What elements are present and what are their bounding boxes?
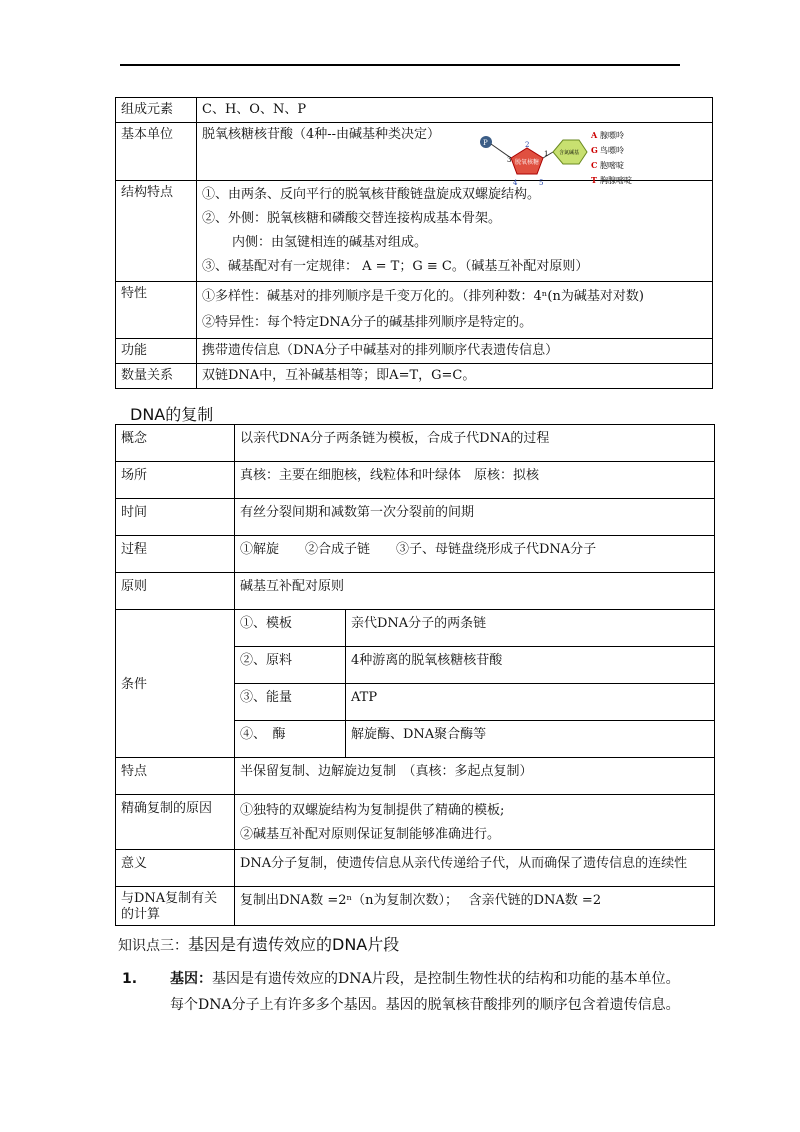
row-value: C、H、O、N、P	[197, 98, 713, 123]
table-row: ③、能量 ATP	[116, 684, 715, 721]
svg-text:4: 4	[513, 179, 518, 187]
section-title: DNA的复制	[130, 405, 214, 424]
table-row: 原则 碱基互补配对原则	[116, 573, 715, 610]
svg-text:C: C	[591, 160, 598, 170]
nucleotide-diagram	[477, 128, 687, 190]
row-key: 功能	[116, 339, 197, 364]
table-row: ②、原料 4种游离的脱氧核糖核苷酸	[116, 647, 715, 684]
table-row: 过程 ①解旋 ②合成子链 ③子、母链盘绕形成子代DNA分子	[116, 536, 715, 573]
svg-text:5: 5	[539, 179, 544, 187]
row-key: 数量关系	[116, 364, 197, 389]
table-row	[116, 98, 713, 123]
table-row	[116, 282, 713, 339]
table-row: 时间 有丝分裂间期和减数第一次分裂前的间期	[116, 499, 715, 536]
table-row: 与DNA复制有关的计算 复制出DNA数 =2ⁿ（n为复制次数）； 含亲代链的DNA数 =2	[116, 887, 715, 926]
svg-text:1: 1	[544, 150, 549, 158]
table-row: 特点 半保留复制、边解旋边复制 （真核：多起点复制）	[116, 758, 715, 795]
row-key: 结构特点	[116, 181, 197, 282]
svg-text:2: 2	[525, 141, 530, 149]
gene-paragraph: 1. 基因：基因是有遗传效应的DNA片段，是控制生物性状的结构和功能的基本单位。 每个DNA分子上有许多多个基因。基因的脱氧核苷酸排列的顺序包含着遗传信息。	[122, 971, 680, 1013]
row-value: ①多样性：碱基对的排列顺序是千变万化的。（排列种数：4ⁿ(n为碱基对对数) ②特异性：每个特定DNA分子的碱基排列顺序是特定的。	[197, 282, 713, 339]
svg-text:3: 3	[507, 156, 512, 164]
table-row	[116, 339, 713, 364]
table-row: 条件 ①、模板 亲代DNA分子的两条链	[116, 610, 715, 647]
row-value: 双链DNA中，互补碱基相等；即A=T，G=C。	[197, 364, 713, 389]
svg-text:脱氧核糖: 脱氧核糖	[515, 159, 540, 166]
table-row: 场所 真核：主要在细胞核，线粒体和叶绿体 原核：拟核	[116, 462, 715, 499]
svg-text:腺嘌呤: 腺嘌呤	[600, 131, 624, 140]
row-value: ①、由两条、反向平行的脱氧核苷酸链盘旋成双螺旋结构。 ②、外侧：脱氧核糖和磷酸交替连接构成基本骨架。 内侧：由氢键相连的碱基对组成。 ③、碱基配对有一定规律： A = T；G ≡ C。（碱基互补配对原则）	[197, 181, 713, 282]
table-row	[116, 364, 713, 389]
svg-text:鸟嘌呤: 鸟嘌呤	[600, 146, 624, 155]
table-row: 概念 以亲代DNA分子两条链为模板，合成子代DNA的过程	[116, 425, 715, 462]
row-key: 基本单位	[116, 123, 197, 181]
row-key: 特性	[116, 282, 197, 339]
row-value: 脱氧核糖核苷酸（4种--由碱基种类决定）	[197, 123, 713, 181]
dna-replication-table	[115, 424, 715, 926]
row-value: 携带遗传信息（DNA分子中碱基对的排列顺序代表遗传信息）	[197, 339, 713, 364]
svg-text:胸腺嘧啶: 胸腺嘧啶	[600, 176, 632, 185]
table-row: 意义 DNA分子复制，使遗传信息从亲代传递给子代，从而确保了遗传信息的连续性	[116, 850, 715, 887]
table-row: ④、 酶 解旋酶、DNA聚合酶等	[116, 721, 715, 758]
table-row: 精确复制的原因 ①独特的双螺旋结构为复制提供了精确的模板; ②碱基互补配对原则保证复制能够准确进行。	[116, 795, 715, 850]
svg-text:T: T	[591, 175, 597, 185]
header-rule	[120, 64, 680, 66]
table-row	[116, 181, 713, 282]
svg-text:A: A	[591, 130, 598, 140]
svg-text:G: G	[591, 145, 598, 155]
section3-heading: 知识点三：基因是有遗传效应的DNA片段	[118, 935, 400, 954]
svg-text:P: P	[483, 139, 488, 147]
row-key: 组成元素	[116, 98, 197, 123]
svg-text:含氮碱基: 含氮碱基	[559, 150, 580, 156]
svg-text:胞嘧啶: 胞嘧啶	[600, 161, 624, 170]
